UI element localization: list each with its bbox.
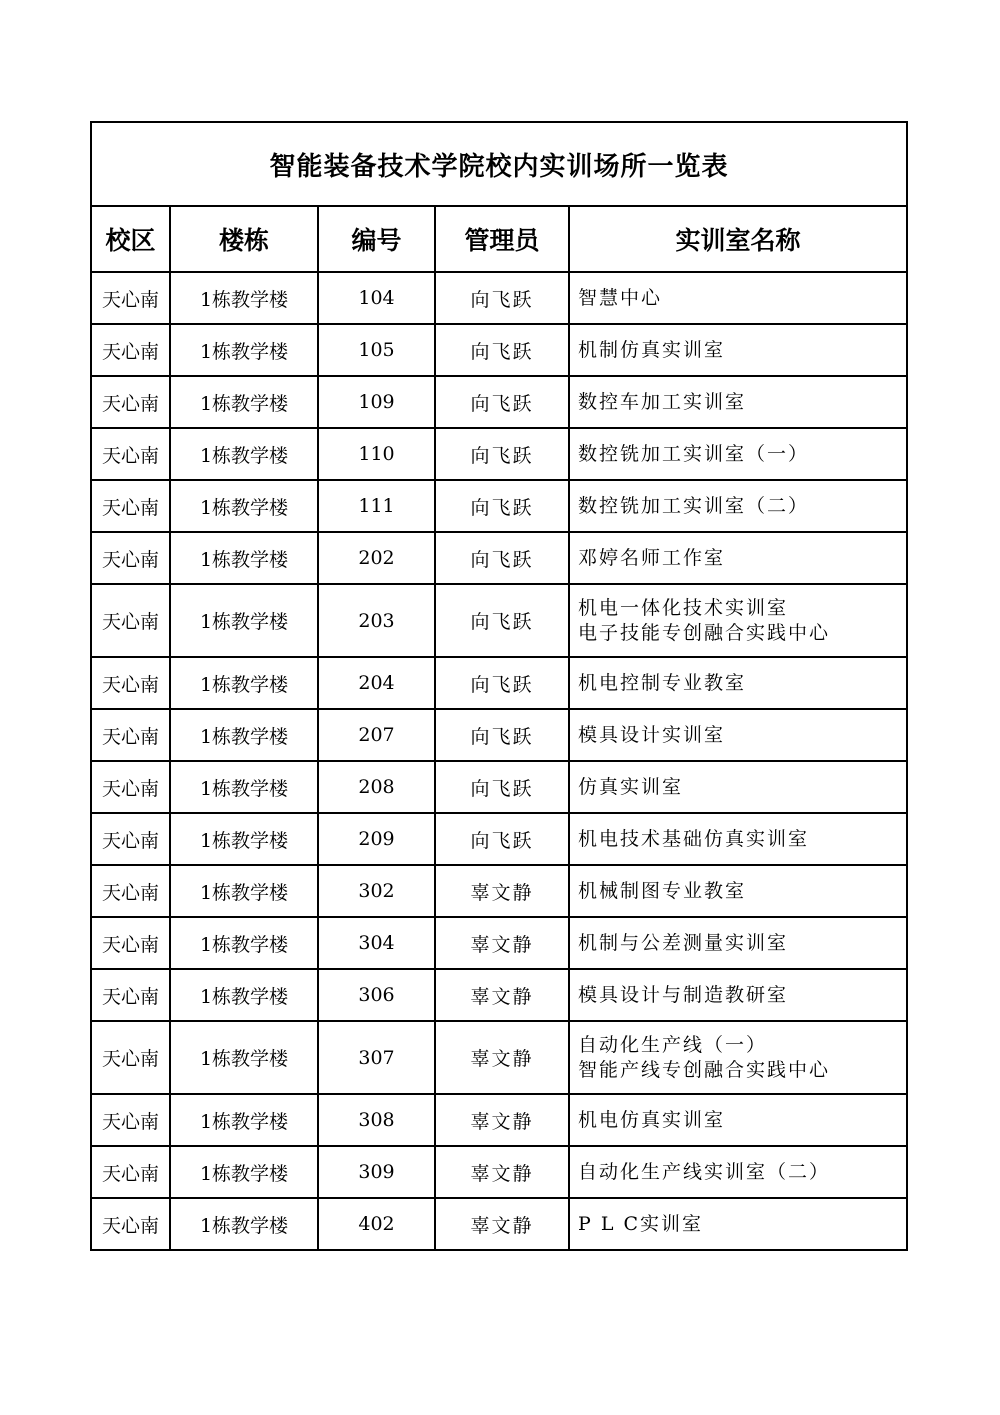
cell-number: 307 xyxy=(318,1021,435,1094)
cell-campus: 天心南 xyxy=(91,532,170,584)
table-row xyxy=(91,324,907,376)
cell-admin: 辜文静 xyxy=(435,1094,569,1146)
table-row xyxy=(91,376,907,428)
cell-admin: 辜文静 xyxy=(435,865,569,917)
room-name-line: 智能产线专创融合实践中心 xyxy=(578,1058,831,1081)
cell-number: 204 xyxy=(318,657,435,709)
cell-building: 1栋教学楼 xyxy=(170,324,318,376)
header-admin: 管理员 xyxy=(435,206,569,272)
cell-campus: 天心南 xyxy=(91,657,170,709)
table-row xyxy=(91,1146,907,1198)
cell-building: 1栋教学楼 xyxy=(170,657,318,709)
cell-number: 402 xyxy=(318,1198,435,1250)
cell-number: 202 xyxy=(318,532,435,584)
cell-room-name xyxy=(569,584,907,657)
cell-number: 111 xyxy=(318,480,435,532)
cell-room-name xyxy=(569,917,907,969)
cell-number: 306 xyxy=(318,969,435,1021)
cell-number: 110 xyxy=(318,428,435,480)
cell-building: 1栋教学楼 xyxy=(170,272,318,324)
cell-room-name xyxy=(569,324,907,376)
cell-campus: 天心南 xyxy=(91,1146,170,1198)
room-name-line: 数控车加工实训室 xyxy=(578,390,747,413)
table-title: 智能装备技术学院校内实训场所一览表 xyxy=(91,122,907,206)
room-name-line: 模具设计与制造教研室 xyxy=(578,983,789,1006)
room-name-line: P L C实训室 xyxy=(578,1212,704,1235)
cell-admin: 辜文静 xyxy=(435,1021,569,1094)
cell-room-name xyxy=(569,428,907,480)
room-name-line: 机电一体化技术实训室 xyxy=(578,596,789,619)
cell-building: 1栋教学楼 xyxy=(170,1198,318,1250)
table-row xyxy=(91,917,907,969)
cell-admin: 向飞跃 xyxy=(435,324,569,376)
cell-number: 209 xyxy=(318,813,435,865)
cell-admin: 向飞跃 xyxy=(435,272,569,324)
room-name-line: 电子技能专创融合实践中心 xyxy=(578,621,831,644)
cell-admin: 向飞跃 xyxy=(435,376,569,428)
room-name-line: 自动化生产线实训室（二） xyxy=(578,1160,831,1183)
cell-building: 1栋教学楼 xyxy=(170,865,318,917)
table-row xyxy=(91,865,907,917)
room-name-line: 机电技术基础仿真实训室 xyxy=(578,827,810,850)
table-row xyxy=(91,1198,907,1250)
cell-room-name xyxy=(569,1021,907,1094)
cell-admin: 向飞跃 xyxy=(435,480,569,532)
cell-campus: 天心南 xyxy=(91,324,170,376)
cell-building: 1栋教学楼 xyxy=(170,428,318,480)
cell-admin: 向飞跃 xyxy=(435,657,569,709)
cell-admin: 向飞跃 xyxy=(435,584,569,657)
cell-campus: 天心南 xyxy=(91,813,170,865)
cell-building: 1栋教学楼 xyxy=(170,761,318,813)
title-row xyxy=(91,122,907,206)
table-row xyxy=(91,532,907,584)
header-number: 编号 xyxy=(318,206,435,272)
cell-number: 109 xyxy=(318,376,435,428)
table-row xyxy=(91,1021,907,1094)
cell-number: 104 xyxy=(318,272,435,324)
room-name-line: 智慧中心 xyxy=(578,286,663,309)
cell-admin: 向飞跃 xyxy=(435,428,569,480)
cell-campus: 天心南 xyxy=(91,480,170,532)
cell-campus: 天心南 xyxy=(91,969,170,1021)
cell-admin: 向飞跃 xyxy=(435,813,569,865)
cell-number: 208 xyxy=(318,761,435,813)
cell-campus: 天心南 xyxy=(91,1198,170,1250)
cell-number: 309 xyxy=(318,1146,435,1198)
room-name-line: 数控铣加工实训室（一） xyxy=(578,442,810,465)
cell-room-name xyxy=(569,376,907,428)
training-rooms-table-wrap xyxy=(90,121,906,1251)
cell-admin: 向飞跃 xyxy=(435,532,569,584)
cell-campus: 天心南 xyxy=(91,428,170,480)
cell-campus: 天心南 xyxy=(91,709,170,761)
cell-number: 308 xyxy=(318,1094,435,1146)
header-campus: 校区 xyxy=(91,206,170,272)
cell-room-name xyxy=(569,709,907,761)
header-building: 楼栋 xyxy=(170,206,318,272)
cell-campus: 天心南 xyxy=(91,376,170,428)
cell-room-name xyxy=(569,865,907,917)
cell-campus: 天心南 xyxy=(91,584,170,657)
cell-number: 304 xyxy=(318,917,435,969)
cell-building: 1栋教学楼 xyxy=(170,709,318,761)
cell-campus: 天心南 xyxy=(91,1094,170,1146)
room-name-line: 邓婷名师工作室 xyxy=(578,546,726,569)
cell-number: 105 xyxy=(318,324,435,376)
cell-room-name xyxy=(569,657,907,709)
cell-building: 1栋教学楼 xyxy=(170,1094,318,1146)
table-row xyxy=(91,272,907,324)
cell-room-name xyxy=(569,1198,907,1250)
table-row xyxy=(91,428,907,480)
cell-campus: 天心南 xyxy=(91,917,170,969)
cell-building: 1栋教学楼 xyxy=(170,813,318,865)
table-row xyxy=(91,813,907,865)
cell-building: 1栋教学楼 xyxy=(170,480,318,532)
cell-room-name xyxy=(569,1094,907,1146)
cell-number: 203 xyxy=(318,584,435,657)
table-row xyxy=(91,969,907,1021)
table-row xyxy=(91,480,907,532)
cell-campus: 天心南 xyxy=(91,865,170,917)
room-name-line: 仿真实训室 xyxy=(578,775,684,798)
cell-admin: 辜文静 xyxy=(435,969,569,1021)
room-name-line: 机电仿真实训室 xyxy=(578,1108,726,1131)
header-room-name: 实训室名称 xyxy=(569,206,907,272)
cell-room-name xyxy=(569,1146,907,1198)
room-name-line: 机械制图专业教室 xyxy=(578,879,747,902)
cell-number: 302 xyxy=(318,865,435,917)
cell-campus: 天心南 xyxy=(91,1021,170,1094)
cell-room-name xyxy=(569,813,907,865)
cell-building: 1栋教学楼 xyxy=(170,1146,318,1198)
table-row xyxy=(91,1094,907,1146)
cell-admin: 辜文静 xyxy=(435,1146,569,1198)
room-name-line: 自动化生产线（一） xyxy=(578,1033,768,1056)
table-row xyxy=(91,584,907,657)
room-name-line: 模具设计实训室 xyxy=(578,723,726,746)
cell-building: 1栋教学楼 xyxy=(170,1021,318,1094)
training-rooms-table xyxy=(90,121,908,1251)
cell-room-name xyxy=(569,480,907,532)
cell-number: 207 xyxy=(318,709,435,761)
cell-admin: 向飞跃 xyxy=(435,709,569,761)
cell-admin: 向飞跃 xyxy=(435,761,569,813)
cell-building: 1栋教学楼 xyxy=(170,969,318,1021)
cell-building: 1栋教学楼 xyxy=(170,532,318,584)
cell-building: 1栋教学楼 xyxy=(170,917,318,969)
table-body xyxy=(91,272,907,1250)
cell-room-name xyxy=(569,272,907,324)
room-name-line: 机制仿真实训室 xyxy=(578,338,726,361)
cell-room-name xyxy=(569,532,907,584)
cell-campus: 天心南 xyxy=(91,761,170,813)
cell-building: 1栋教学楼 xyxy=(170,376,318,428)
room-name-line: 机制与公差测量实训室 xyxy=(578,931,789,954)
cell-building: 1栋教学楼 xyxy=(170,584,318,657)
table-row xyxy=(91,761,907,813)
room-name-line: 机电控制专业教室 xyxy=(578,671,747,694)
table-row xyxy=(91,709,907,761)
cell-admin: 辜文静 xyxy=(435,1198,569,1250)
cell-campus: 天心南 xyxy=(91,272,170,324)
room-name-line: 数控铣加工实训室（二） xyxy=(578,494,810,517)
header-row xyxy=(91,206,907,272)
cell-room-name xyxy=(569,969,907,1021)
table-row xyxy=(91,657,907,709)
cell-room-name xyxy=(569,761,907,813)
cell-admin: 辜文静 xyxy=(435,917,569,969)
